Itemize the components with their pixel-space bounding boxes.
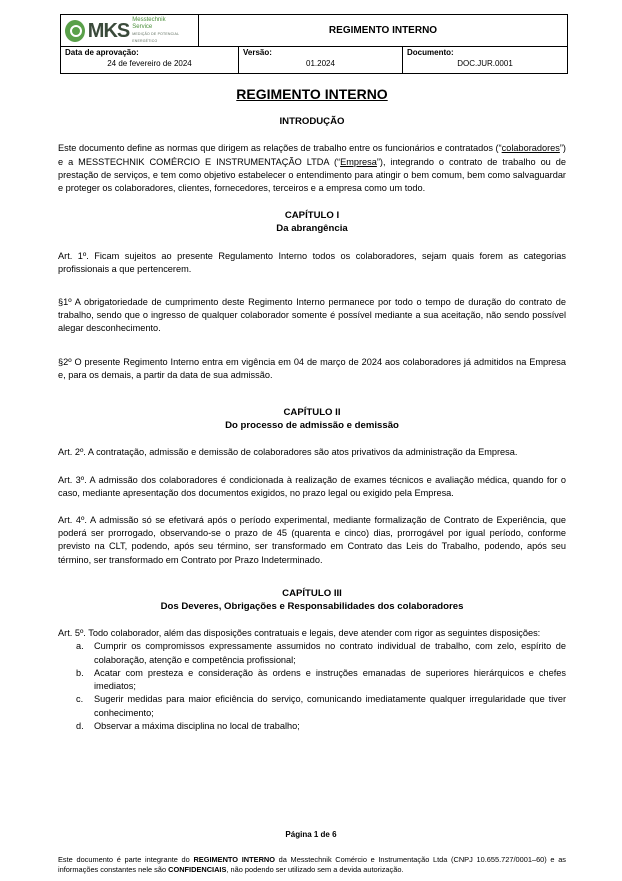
intro-term-empresa: Empresa: [340, 156, 377, 167]
list-marker: a.: [76, 641, 84, 652]
document-title: REGIMENTO INTERNO: [236, 86, 388, 102]
note-text-e: , não podendo ser utilizado sem a devida autorização.: [226, 865, 404, 874]
document-label: Documento:: [407, 48, 454, 57]
intro-text-a: Este documento define as normas que dirigem as relações de trabalho entre os funcionários e contratados (“: [58, 143, 502, 154]
article-1: Art. 1º. Ficam sujeitos ao presente Regulamento Interno todos os colaboradores, sejam quais forem as categorias profissionais a que pertencerem.: [58, 250, 566, 274]
header-title: REGIMENTO INTERNO: [328, 25, 438, 36]
list-item: [58, 720, 566, 733]
logo-line2: Service: [132, 23, 153, 30]
chapter-3-subtitle: Dos Deveres, Obrigações e Responsabilidades dos colaboradores: [160, 601, 464, 613]
article-5: Art. 5º. Todo colaborador, além das disposições contratuais e legais, deve atender com rigor as seguintes disposições:: [58, 628, 541, 639]
chapter-1-title: CAPÍTULO I: [284, 210, 340, 222]
header-row-top: [61, 15, 567, 47]
note-text-a: Este documento é parte integrante do: [58, 855, 194, 864]
note-doc-name: REGIMENTO INTERNO: [193, 855, 275, 864]
document-header: [60, 14, 568, 74]
article-3: Art. 3º. A admissão dos colaboradores é condicionada à realização de exames técnicos e avaliação médica, quando for o caso, mediante apresentação dos documentos exigidos, no prazo legal ou exigido pela Empresa.: [58, 474, 566, 498]
approval-date-value: 24 de fevereiro de 2024: [107, 59, 192, 68]
list-marker: d.: [76, 720, 84, 731]
chapter-1-subtitle: Da abrangência: [276, 223, 348, 235]
intro-term-colaboradores: colaboradores: [501, 143, 560, 154]
list-item: [58, 640, 566, 666]
version-label: Versão:: [243, 48, 272, 57]
logo-tagline: MEDIÇÃO DE POTENCIAL ENERGÉTICO: [132, 31, 180, 43]
list-text: Observar a máxima disciplina no local de trabalho;: [94, 720, 300, 731]
list-item: [58, 667, 566, 693]
list-text: Acatar com presteza e consideração às ordens e instruções emanadas de superiores hierárquicos e chefes imediatos;: [94, 667, 566, 692]
confidentiality-note: [58, 855, 566, 875]
intro-text-e: ”), integrando o contrato de trabalho ou de prestação de serviços, e tem como objetivo estabelecer o entendimento para atingir o bem comum, bem como salvaguardar e proteger os colaboradores, clientes, fornecedores, terceiros e a empresa como um todo.: [58, 156, 566, 194]
paragraph-2: §2º O presente Regimento Interno entra em vigência em 04 de março de 2024 aos colaboradores já admitidos na Empresa e, para os demais, a partir da data de sua admissão.: [58, 356, 566, 380]
version-value: 01.2024: [306, 59, 335, 68]
article-4: Art. 4º. A admissão só se efetivará após o período experimental, mediante formalização de Contrato de Experiência, que poderá ser prorrogado, observando-se o prazo de 45 (quarenta e cinco) dias, prorrogável por igual período, conforme previsto na CLT, podendo, após seu término, ser transformado em Contrato das Leis do Trabalho, podendo, após seu término, ser transformado em Contrato por Prazo Indeterminado.: [58, 515, 566, 565]
chapter-2-subtitle: Do processo de admissão e demissão: [225, 420, 399, 432]
logo-brand: MKS: [87, 19, 130, 42]
approval-date-cell: [61, 47, 239, 73]
header-row-meta: [61, 47, 567, 73]
paragraph-1: §1º A obrigatoriedade de cumprimento deste Regimento Interno permanece por todo o tempo de duração do contrato de trabalho, sendo que o ingresso de qualquer colaborador somente é possível mediante a sua aceitação, não sendo possível alegar desconhecimento.: [58, 297, 566, 334]
list-text: Cumprir os compromissos expressamente assumidos no contrato individual de trabalho, com zelo, espírito de colaboração, atenção e competência profissional;: [94, 641, 566, 665]
list-marker: b.: [76, 667, 84, 678]
intro-text-c: ”) e a MESSTECHNIK COMÉRCIO E INSTRUMENTAÇÃO LTDA (“: [58, 143, 566, 167]
list-item: [58, 693, 566, 719]
version-cell: [239, 47, 403, 73]
logo-line1: Messtechnik: [132, 16, 166, 23]
intro-paragraph: [58, 142, 566, 195]
chapter-2-title: CAPÍTULO II: [283, 407, 341, 419]
logo-subtitle: [132, 17, 198, 45]
document-cell: [403, 47, 567, 73]
article-5-list: [58, 640, 566, 732]
list-text: Sugerir medidas para maior eficiência do serviço, comunicando imediatamente qualquer irregularidade que tiver conhecimento;: [94, 694, 566, 718]
approval-date-label: Data de aprovação:: [65, 48, 139, 57]
intro-heading: INTRODUÇÃO: [279, 116, 345, 128]
logo-icon: [65, 20, 85, 42]
document-value: DOC.JUR.0001: [457, 59, 513, 68]
page-number: Página 1 de 6: [285, 830, 337, 839]
chapter-3-title: CAPÍTULO III: [282, 587, 342, 599]
company-logo: [61, 15, 199, 46]
note-text-c: da Messtechnik Comércio e Instrumentação Ltda (CNPJ 10.655.727/0001–60) e as informações constantes nele são: [58, 855, 567, 874]
document-body: [58, 88, 566, 733]
article-2: Art. 2º. A contratação, admissão e demissão de colaboradores são atos privativos da administração da Empresa.: [58, 447, 518, 458]
note-confidential: CONFIDENCIAIS: [168, 865, 227, 874]
list-marker: c.: [76, 694, 84, 705]
